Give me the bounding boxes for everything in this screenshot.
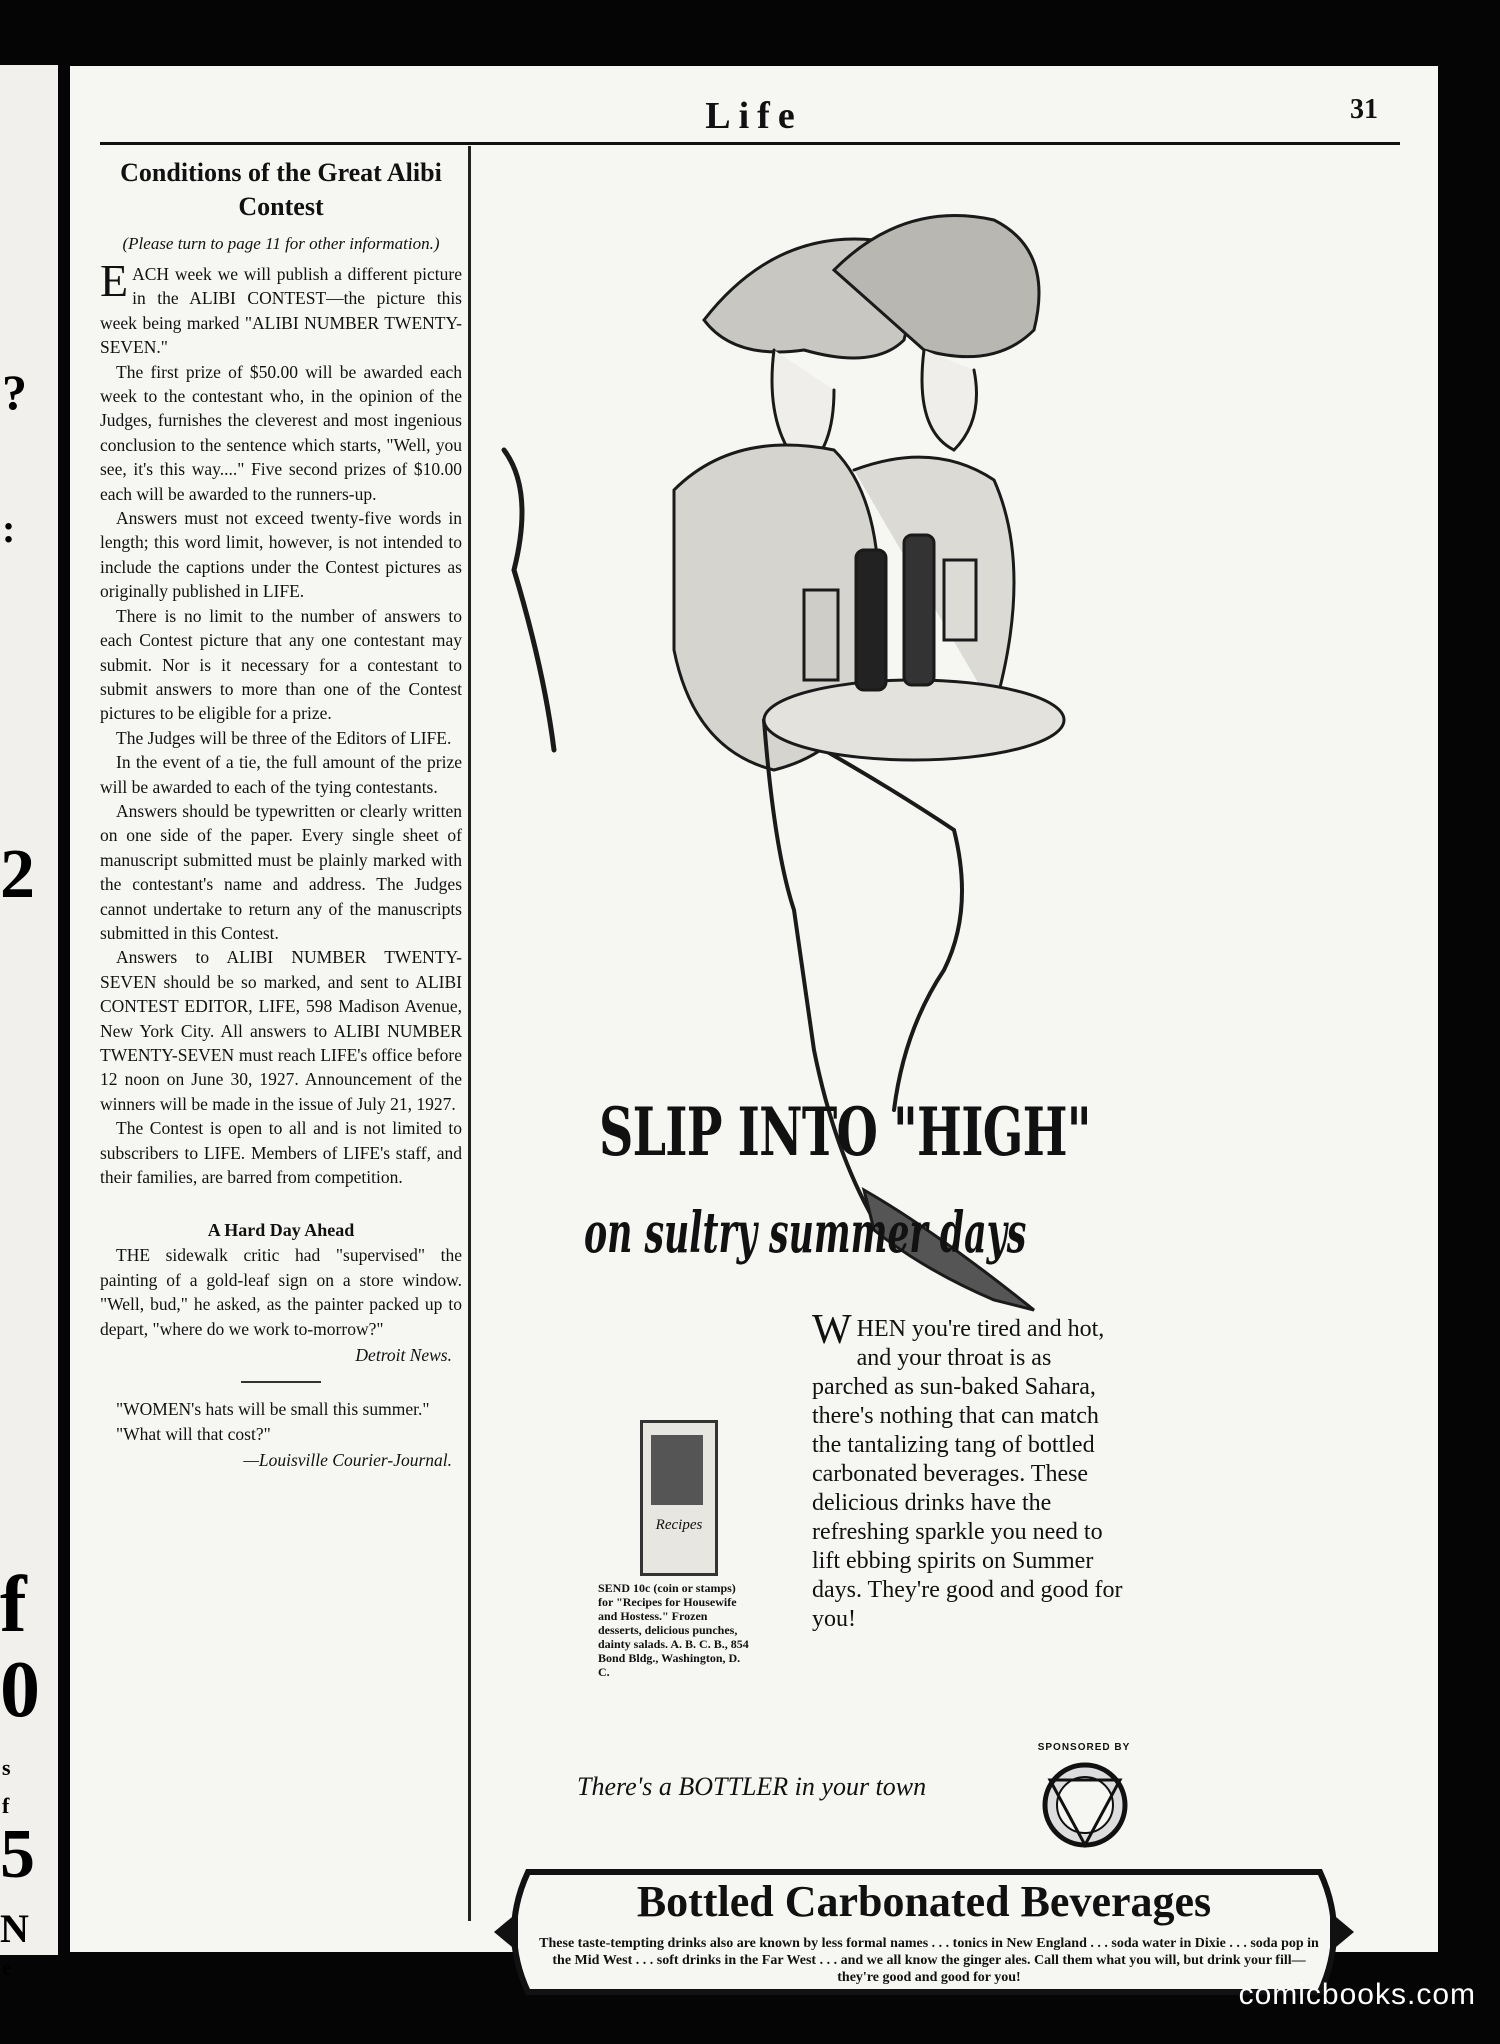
contest-paragraph: The first prize of $50.00 will be awarded each week to the contestant who, in the opinion of the Judges, furnishes the cleverest and most ingenious conclusion to the sentence which starts, "Well, you see, it's this way...." Five second prizes of $10.00 each will be awarded to the runners-up. [100, 361, 462, 504]
beverage-advertisement [474, 150, 1434, 1985]
separator [241, 1381, 321, 1383]
prev-page-fragment: : [2, 506, 16, 551]
contest-paragraph: Answers to ALIBI NUMBER TWENTY-SEVEN should be so marked, and sent to ALIBI CONTEST EDITOR, LIFE, 598 Madison Avenue, New York City. All answers to ALIBI NUMBER TWENTY-SEVEN must reach LIFE's office before 12 noon on June 30, 1927. Announcement of the winners will be made in the issue of July 21, 1927. [100, 947, 462, 1114]
prev-page-fragment: s [2, 1755, 11, 1780]
contest-note: (Please turn to page 11 for other information.) [122, 234, 440, 253]
sponsored-by: SPONSORED BY [1037, 1742, 1131, 1753]
header-rule [100, 142, 1400, 145]
filler-title: A Hard Day Ahead [207, 1220, 355, 1241]
filler-text-2: "What will that cost?" [116, 1423, 271, 1444]
contest-paragraph: In the event of a tie, the full amount of the prize will be awarded to each of the tying contestants. [100, 752, 462, 797]
column-rule [468, 146, 471, 1921]
prev-page-fragment: 5 [0, 1816, 35, 1893]
site-watermark: comicbooks.com [1238, 1978, 1476, 2011]
magazine-page [70, 66, 1438, 1985]
booklet-picture [651, 1435, 703, 1505]
sponsor-seal-icon [1040, 1760, 1130, 1850]
contest-paragraph: Answers should be typewritten or clearly written on one side of the paper. Every single sheet of manuscript submitted must be plainly marked with the contestant's name and address. The Judges cannot undertake to return any of the manuscripts submitted in this Contest. [100, 800, 462, 943]
contest-paragraph: The Contest is open to all and is not limited to subscribers to LIFE. Members of LIFE's staff, and their families, are barred from competition. [100, 1118, 462, 1188]
prev-page-fragment: f [0, 1561, 27, 1649]
send-offer: SEND 10c (coin or stamps) for "Recipes for Housewife and Hostess." Frozen desserts, delicious punches, dainty salads. A. B. C. B., 854 Bond Bldg., Washington, D. C. [598, 1581, 749, 1679]
filler-text: THE sidewalk critic had "supervised" the painting of a gold-leaf sign on a store window. "Well, bud," he asked, as the painter packed up to depart, "where do we work to-morrow?" [100, 1245, 462, 1339]
filler-source-2: —Louisville Courier-Journal. [243, 1450, 452, 1471]
prev-page-fragment: f [2, 1793, 10, 1818]
recipe-booklet [640, 1420, 718, 1576]
contest-column [100, 156, 462, 1473]
previous-page-edge [0, 65, 58, 1980]
prev-page-fragment: e [2, 1955, 12, 1980]
banner-title: Bottled Carbonated Beverages [636, 1877, 1212, 1926]
prev-page-fragment: 0 [0, 1646, 40, 1734]
banner-text: These taste-tempting drinks also are known by less formal names . . . tonics in New England . . . soda water in Dixie . . . soda pop in the Mid West . . . soft drinks in the Far West . . . and we all know the ginger ales. Call them what you will, but drink your fill—they're good and good for you! [539, 1936, 1319, 1985]
ad-subhead: on sultry summer days [584, 1200, 1027, 1266]
ad-body: WHEN you're tired and hot, and your throat is as parched as sun-baked Sahara, there's nothing that can match the tantalizing tang of bottled carbonated beverages. These delicious drinks have the refreshing sparkle you need to lift ebbing spirits on Summer days. They're good and good for you! [812, 1307, 1123, 1632]
filler-text-2: "WOMEN's hats will be small this summer." [116, 1399, 430, 1420]
ad-headline: SLIP INTO "HIGH" [599, 1093, 1091, 1171]
bottler-tagline: There's a BOTTLER in your town [577, 1772, 927, 1801]
prev-page-fragment: N [0, 1906, 29, 1951]
filler-source: Detroit News. [355, 1345, 452, 1366]
contest-paragraph: EACH week we will publish a different picture in the ALIBI CONTEST—the picture this week being marked "ALIBI NUMBER TWENTY-SEVEN." [100, 255, 462, 358]
page-number: 31 [1350, 94, 1378, 125]
prev-page-fragment: 2 [0, 836, 35, 913]
masthead: Life [705, 95, 803, 137]
contest-title: Conditions of the Great Alibi Contest [120, 158, 442, 221]
contest-paragraph: The Judges will be three of the Editors of LIFE. [116, 727, 452, 748]
contest-paragraph: Answers must not exceed twenty-five words in length; this word limit, however, is not intended to include the captions under the Contest pictures as originally published in LIFE. [100, 508, 462, 602]
booklet-label: Recipes [655, 1517, 703, 1533]
contest-paragraph: There is no limit to the number of answers to each Contest picture that any one contestant may submit. Nor is it necessary for a contestant to submit answers to more than one of the Contest pictures to be eligible for a prize. [100, 605, 462, 724]
prev-page-fragment: ? [2, 364, 27, 420]
